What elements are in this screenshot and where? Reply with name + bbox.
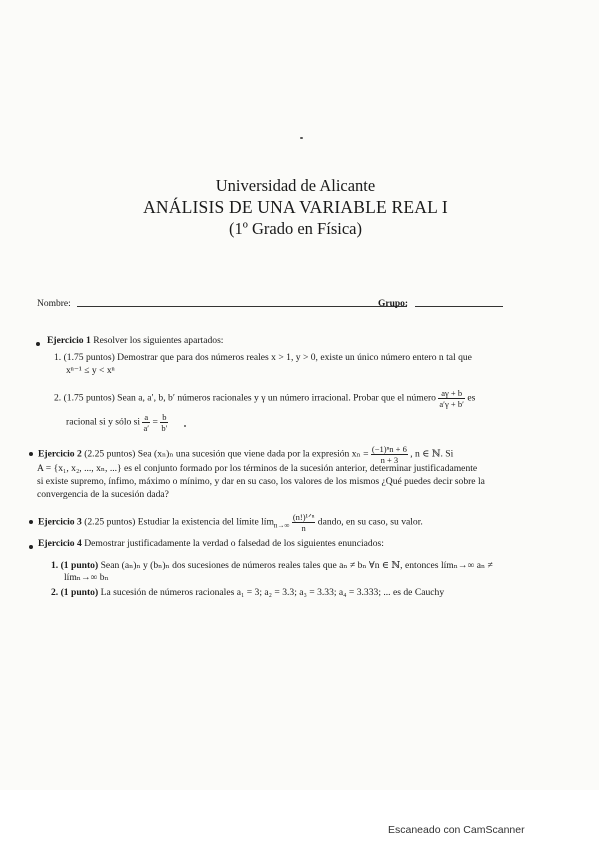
exercise-1-part-1-text: Demostrar que para dos números reales x > 1, y > 0, existe un único número entero n tal que xyxy=(117,352,472,363)
name-line xyxy=(77,306,407,307)
exercise-1-part-2-text: Sean a, a′, b, b′ números racionales y γ un número irracional. Probar que el número xyxy=(117,392,436,404)
limit-subscript: n→∞ xyxy=(273,521,290,530)
bullet-ex3 xyxy=(29,520,33,524)
exercise-1-title: Ejercicio 1 xyxy=(47,335,91,346)
camscanner-watermark: Escaneado con CamScanner xyxy=(388,824,525,836)
fraction-numerator: b xyxy=(162,412,167,422)
exercise-4-part-2-label: 2. (1 punto) xyxy=(51,587,99,598)
exercise-4-part-1 xyxy=(51,560,493,572)
exercise-4-intro: Demostrar justificadamente la verdad o falsedad de los siguientes enunciados: xyxy=(84,538,384,549)
fraction-sequence xyxy=(371,444,408,465)
exercise-2-title: Ejercicio 2 xyxy=(38,448,82,460)
fraction-denominator: n xyxy=(301,523,306,533)
exercise-4-title: Ejercicio 4 xyxy=(38,538,82,549)
bullet-ex2 xyxy=(29,452,33,456)
course-title: ANÁLISIS DE UNA VARIABLE REAL I xyxy=(143,197,448,217)
fraction-numerator: aγ + b xyxy=(438,388,465,399)
exercise-1-part-2-label: 2. (1.75 puntos) xyxy=(54,392,115,404)
exercise-3-points: (2.25 puntos) xyxy=(84,516,136,528)
fraction-a-aprime xyxy=(142,412,150,433)
exercise-1-part-2-end: es xyxy=(467,392,476,404)
exercise-1-part-1 xyxy=(54,352,472,364)
exercise-3-title: Ejercicio 3 xyxy=(38,516,82,528)
fraction-a-gamma xyxy=(438,388,465,409)
fraction-numerator: (−1)ⁿn + 6 xyxy=(371,444,407,454)
fraction-denominator: a′ xyxy=(143,423,150,433)
university-name: Universidad de Alicante xyxy=(215,176,376,195)
exercise-3-text: Estudiar la existencia del límite lím xyxy=(137,516,274,528)
group-line xyxy=(415,306,503,307)
exercise-1-heading xyxy=(47,335,223,347)
exercise-1-intro: Resolver los siguientes apartados: xyxy=(93,335,224,346)
fraction-denominator: b′ xyxy=(161,423,168,433)
fraction-numerator: (n!)¹ᐟⁿ xyxy=(292,512,315,522)
footer-band xyxy=(0,790,599,848)
fraction-denominator: n + 3 xyxy=(380,455,399,465)
fraction-factorial xyxy=(292,512,316,533)
degree-name: (1º Grado en Física) xyxy=(229,219,362,238)
fraction-b-bprime xyxy=(160,412,168,433)
exercise-4-part-1-limit: límₙ→∞ bₙ xyxy=(64,572,109,583)
equals-sign: = xyxy=(152,416,158,428)
exercise-2-line-4: convergencia de la sucesión dada? xyxy=(37,489,169,500)
exercise-4-part-1-text: Sean (aₙ)ₙ y (bₙ)ₙ dos sucesiones de números reales tales que aₙ ≠ bₙ ∀n ∈ ℕ, entonces límₙ→∞ aₙ ≠ xyxy=(100,560,493,571)
exercise-4-part-2-text: La sucesión de números racionales a₁ = 3; a₂ = 3.3; a₃ = 3.33; a₄ = 3.333; ... es de Cauchy xyxy=(100,587,445,598)
exercise-4-part-2 xyxy=(51,587,444,599)
condition-text: racional si y sólo si xyxy=(66,416,141,428)
name-label: Nombre: xyxy=(37,299,71,309)
exercise-1-part-2 xyxy=(54,388,475,409)
exercise-4-heading xyxy=(38,538,384,550)
bullet-ex1 xyxy=(36,342,40,346)
exercise-2-text-end: , n ∈ ℕ. Si xyxy=(410,448,454,460)
fraction-denominator: a′γ + b′ xyxy=(439,399,464,409)
scan-speck xyxy=(300,137,303,139)
exercise-1-part-2-condition xyxy=(66,412,168,433)
scan-speck xyxy=(184,425,186,427)
exercise-4-part-1-label: 1. (1 punto) xyxy=(51,560,99,571)
exercise-1-part-1-inequality: xⁿ⁻¹ ≤ y < xⁿ xyxy=(66,365,115,376)
exam-header xyxy=(0,176,599,240)
exercise-2-text: Sea (xₙ)ₙ una sucesión que viene dada por la expresión xₙ = xyxy=(137,448,369,460)
exercise-2-points: (2.25 puntos) xyxy=(84,448,136,460)
group-label: Grupo: xyxy=(378,299,409,309)
exercise-2-line-3: si existe supremo, ínfimo, máximo o mínimo, y dar en su caso, los valores de los mismos ¿Qué puedes decir sobre la xyxy=(37,476,485,487)
exercise-2-line-1 xyxy=(38,444,453,465)
exercise-1-part-1-label: 1. (1.75 puntos) xyxy=(54,352,115,363)
fraction-numerator: a xyxy=(144,412,149,422)
exercise-3-text-end: dando, en su caso, su valor. xyxy=(317,516,423,528)
bullet-ex4 xyxy=(29,545,33,549)
exercise-3-line xyxy=(38,512,423,533)
exercise-2-line-2: A = {x₁, x₂, ..., xₙ, ...} es el conjunto formado por los términos de la sucesión anterior, determinar justificadamente xyxy=(37,463,478,474)
